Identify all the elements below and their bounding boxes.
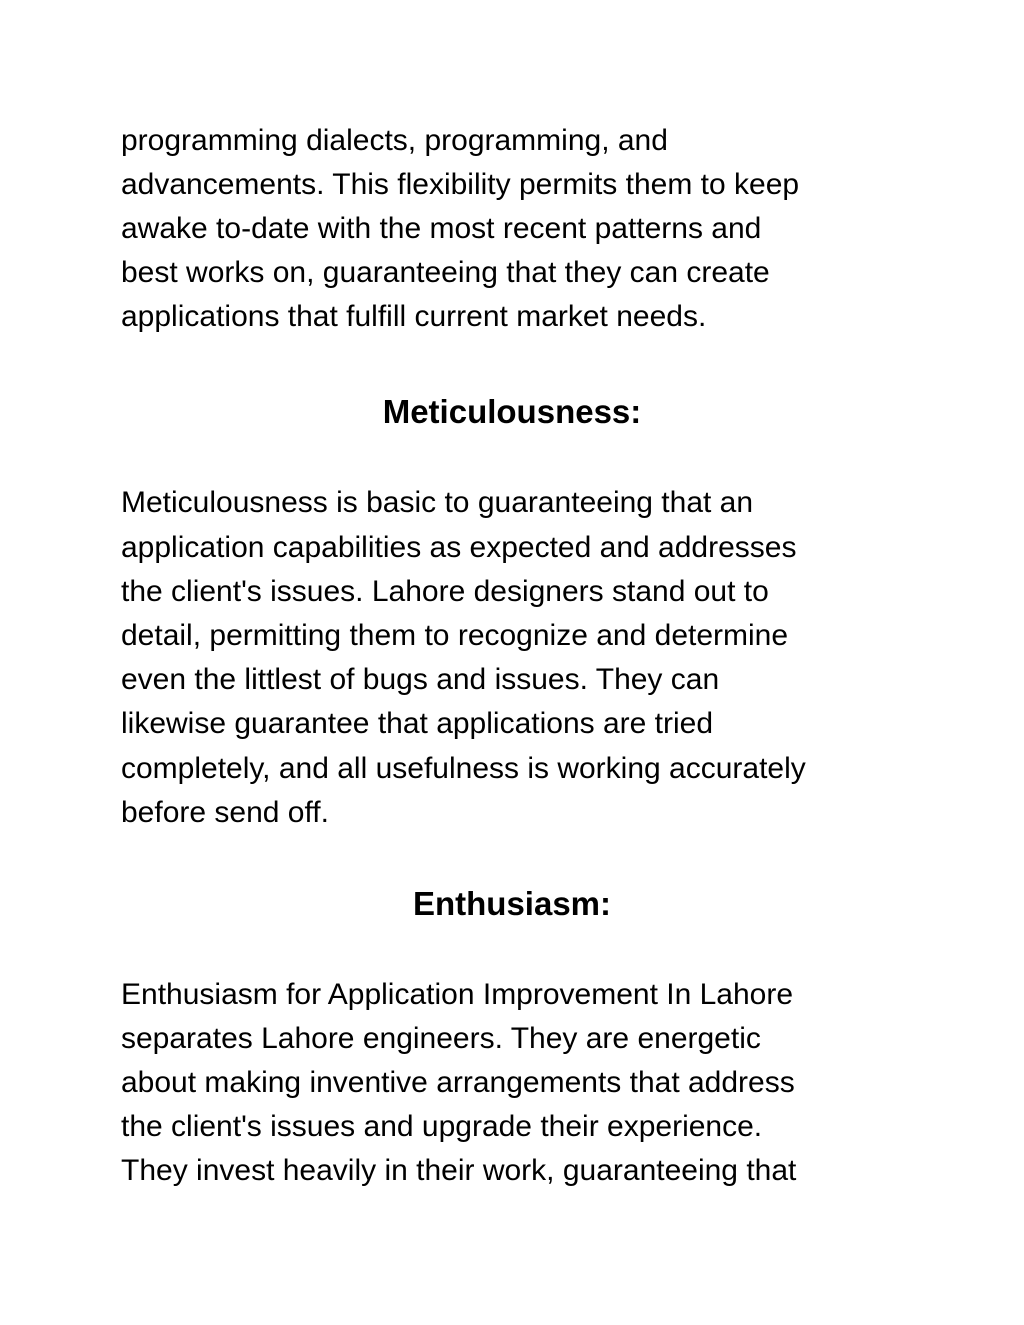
paragraph-line: Meticulousness is basic to guaranteeing that an xyxy=(121,486,754,519)
paragraph-line: Enthusiasm for Application Improvement In Lahore xyxy=(121,978,794,1011)
paragraph-line: programming dialects, programming, and xyxy=(121,124,668,157)
paragraph-line: awake to-date with the most recent patterns and xyxy=(121,212,762,245)
paragraph-line: about making inventive arrangements that address xyxy=(121,1066,795,1099)
paragraph-line: best works on, guaranteeing that they can create xyxy=(121,256,770,289)
paragraph-line: advancements. This flexibility permits them to keep xyxy=(121,168,800,201)
paragraph-line: separates Lahore engineers. They are energetic xyxy=(121,1022,761,1055)
section-heading-enthusiasm: Enthusiasm: xyxy=(412,885,612,922)
paragraph-line: likewise guarantee that applications are tried xyxy=(121,707,714,740)
section-heading-meticulousness: Meticulousness: xyxy=(382,393,642,430)
paragraph-line: the client's issues. Lahore designers stand out to xyxy=(121,575,769,608)
paragraph-line: detail, permitting them to recognize and determine xyxy=(121,619,789,652)
paragraph-line: They invest heavily in their work, guaranteeing that xyxy=(121,1154,797,1187)
paragraph-line: even the littlest of bugs and issues. They can xyxy=(121,663,720,696)
paragraph-line: applications that fulfill current market needs. xyxy=(121,300,707,333)
paragraph-line: completely, and all usefulness is working accurately xyxy=(121,752,806,785)
paragraph-line: the client's issues and upgrade their experience. xyxy=(121,1110,763,1143)
paragraph-line: before send off. xyxy=(121,796,329,829)
paragraph-line: application capabilities as expected and addresses xyxy=(121,531,797,564)
